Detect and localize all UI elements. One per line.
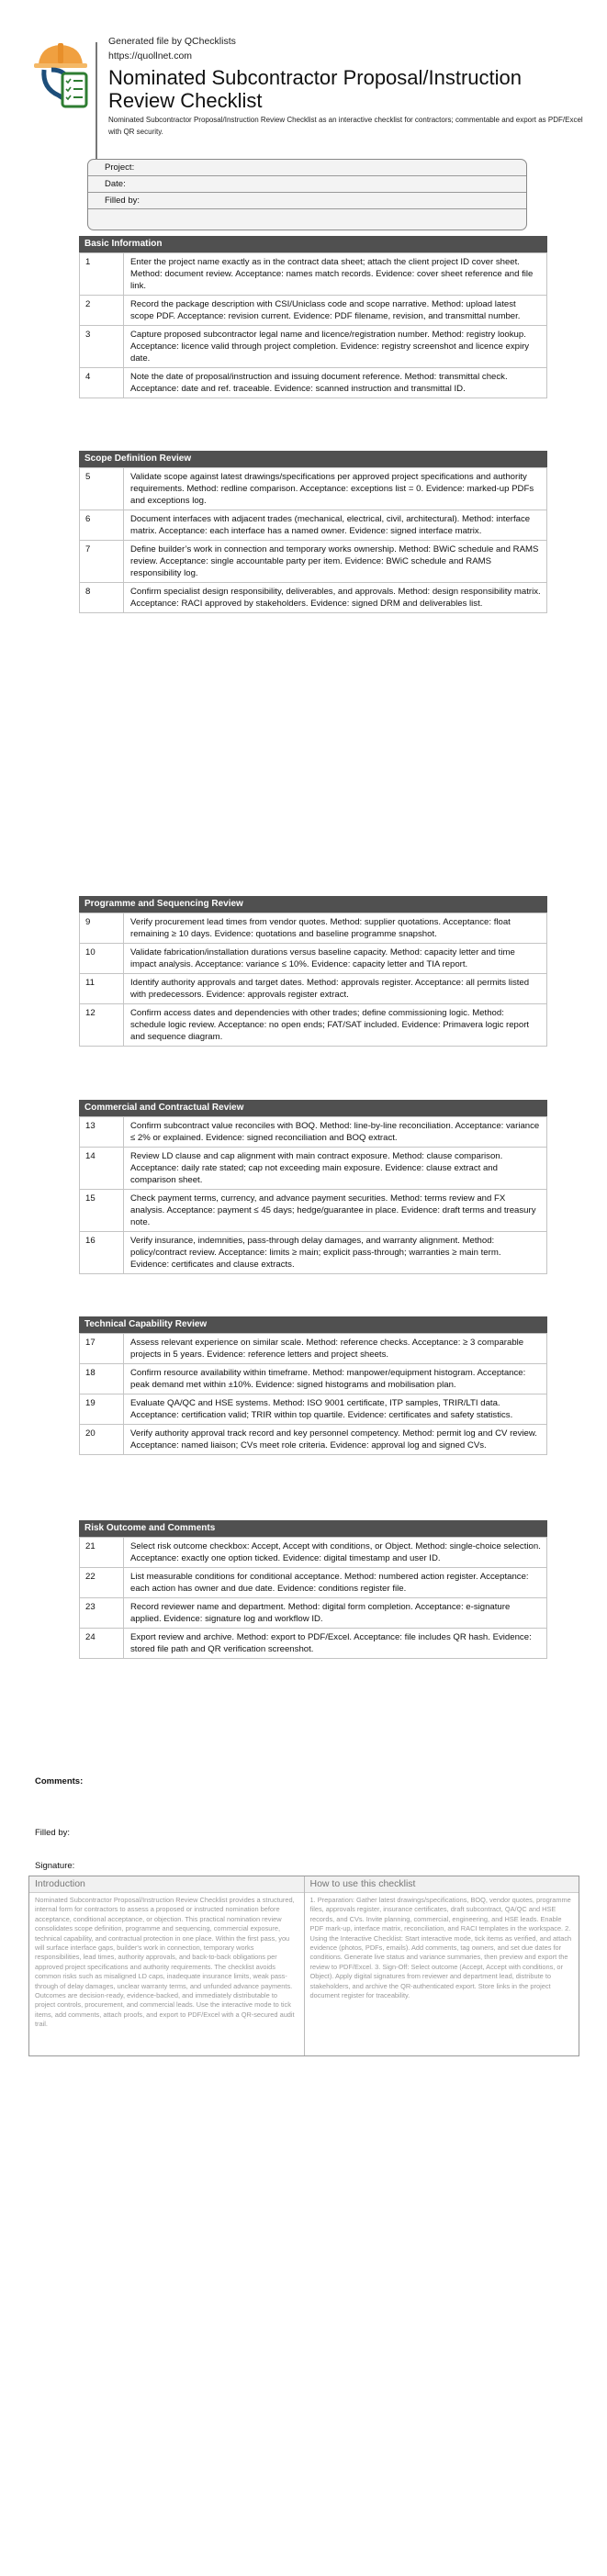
- section-commercial-contractual: [79, 1100, 547, 1274]
- item-text: Verify insurance, indemnities, pass-through delay damages, and warranty alignment. Method: policy/contract review. Acceptance: limits ≥ main; explicit pass-through; warranties ≥ main term. Evidence: certificates and clause extracts.: [124, 1232, 547, 1274]
- item-text: Select risk outcome checkbox: Accept, Accept with conditions, or Object. Method: single-choice selection. Acceptance: exactly one option ticked. Evidence: digital timestamp and user ID.: [124, 1538, 547, 1568]
- table-row[interactable]: [80, 1629, 547, 1659]
- item-text: Capture proposed subcontractor legal name and licence/registration number. Method: registry lookup. Acceptance: licence valid through project completion. Evidence: registry screenshot and licence expiry date.: [124, 326, 547, 368]
- section-programme-sequencing: [79, 896, 547, 1047]
- item-text: Record the package description with CSI/Uniclass code and scope narrative. Method: upload latest scope PDF. Acceptance: revision current. Evidence: PDF filename, revision, and transmittal number.: [124, 296, 547, 326]
- item-text: Enter the project name exactly as in the contract data sheet; attach the client project ID cover sheet. Method: document review. Acceptance: names match records. Evidence: cover sheet reference and file link.: [124, 253, 547, 296]
- table-row[interactable]: [80, 468, 547, 510]
- item-text: List measurable conditions for conditional acceptance. Method: numbered action register. Acceptance: each action has owner and due date. Evidence: conditions register file.: [124, 1568, 547, 1598]
- table-row[interactable]: [80, 583, 547, 613]
- table-row[interactable]: [80, 1598, 547, 1629]
- table-row[interactable]: [80, 1148, 547, 1190]
- item-number: 12: [80, 1004, 124, 1047]
- section-header: Scope Definition Review: [79, 451, 547, 467]
- how-to-heading: How to use this checklist: [305, 1876, 579, 1893]
- section-header: Technical Capability Review: [79, 1316, 547, 1333]
- page-title: Nominated Subcontractor Proposal/Instruction Review Checklist: [108, 66, 523, 112]
- item-number: 16: [80, 1232, 124, 1274]
- section-header: Risk Outcome and Comments: [79, 1520, 547, 1537]
- item-number: 11: [80, 974, 124, 1004]
- date-field[interactable]: Date:: [88, 176, 526, 193]
- item-text: Confirm specialist design responsibility, deliverables, and approvals. Method: design responsibility matrix. Acceptance: RACI approved by stakeholders. Evidence: signed DRM and deliverables list.: [124, 583, 547, 613]
- table-row[interactable]: [80, 1117, 547, 1148]
- document-header: [31, 33, 582, 143]
- item-number: 2: [80, 296, 124, 326]
- table-row[interactable]: [80, 1334, 547, 1364]
- item-text: Note the date of proposal/instruction and issuing document reference. Method: transmittal check. Acceptance: date and ref. traceable. Evidence: scanned instruction and transmittal ID.: [124, 368, 547, 398]
- item-text: Confirm access dates and dependencies with other trades; define commissioning logic. Method: schedule logic review. Acceptance: no open ends; FAT/SAT included. Evidence: Primavera logic report and sequence diagram.: [124, 1004, 547, 1047]
- item-number: 15: [80, 1190, 124, 1232]
- item-number: 17: [80, 1334, 124, 1364]
- source-url-link[interactable]: https://quollnet.com: [108, 50, 193, 62]
- item-number: 9: [80, 913, 124, 944]
- table-row[interactable]: [80, 1190, 547, 1232]
- item-text: Check payment terms, currency, and advance payment securities. Method: terms review and FX analysis. Acceptance: payment ≤ 45 days; hedge/guarantee in place. Evidence: draft terms and treasury note.: [124, 1190, 547, 1232]
- item-number: 7: [80, 541, 124, 583]
- table-row[interactable]: [80, 974, 547, 1004]
- table-row[interactable]: [80, 1394, 547, 1425]
- project-field[interactable]: Project:: [88, 160, 526, 176]
- item-number: 18: [80, 1364, 124, 1394]
- table-row[interactable]: [80, 510, 547, 541]
- item-number: 23: [80, 1598, 124, 1629]
- item-number: 6: [80, 510, 124, 541]
- how-to-text: 1. Preparation: Gather latest drawings/specifications, BOQ, vendor quotes, programme files, approvals register, insurance certificates, draft subcontract, QA/QC and HSE records, and CVs. Invite planning, commercial, engineering, and HSE leads. Enable PDF mark-up, interface matrix, reconciliation, and RACI templates in the workspace. 2. Using the Interactive Checklist: Start interactive mode, tick items as verified, and attach evidence (photos, PDFs, emails). Add comments, tag owners, and set due dates for conditions. Generate live status and variance summaries, then preview and export the review to PDF/Excel. 3. Sign-Off: Select outcome (Accept, Accept with conditions, or Object). Apply digital signatures from reviewer and department lead, distribute to stakeholders, and archive the QR-authenticated export. Store links in the project document register for traceability.: [309, 1896, 572, 2000]
- item-text: Confirm subcontract value reconciles with BOQ. Method: line-by-line reconciliation. Acceptance: variance ≤ 2% or explained. Evidence: signed reconciliation and BOQ extract.: [124, 1117, 547, 1148]
- table-row[interactable]: [80, 253, 547, 296]
- intro-panel: [28, 1876, 579, 2056]
- table-row[interactable]: [80, 913, 547, 944]
- section-header: Basic Information: [79, 236, 547, 252]
- item-text: Validate fabrication/installation durations versus baseline capacity. Method: capacity letter and time impact analysis. Acceptance: variance ≤ 10%. Evidence: capacity letter and TIA report.: [124, 944, 547, 974]
- section-header: Programme and Sequencing Review: [79, 896, 547, 913]
- introduction-heading: Introduction: [29, 1876, 304, 1893]
- page-description: Nominated Subcontractor Proposal/Instruction Review Checklist as an interactive checklist for contractors; commentable and export as PDF/Excel with QR security.: [108, 116, 583, 136]
- item-number: 13: [80, 1117, 124, 1148]
- hardhat-checklist-logo-icon: [31, 42, 92, 108]
- blank-field[interactable]: [88, 209, 526, 225]
- table-row[interactable]: [80, 1004, 547, 1047]
- item-text: Identify authority approvals and target dates. Method: approvals register. Acceptance: all permits listed with predecessors. Evidence: approvals register extract.: [124, 974, 547, 1004]
- section-scope-definition: [79, 451, 547, 613]
- item-text: Verify authority approval track record and key personnel competency. Method: permit log and CV review. Acceptance: named liaison; CVs meet role criteria. Evidence: approval log and signed CVs.: [124, 1425, 547, 1455]
- table-row[interactable]: [80, 1538, 547, 1568]
- introduction-column: [29, 1876, 304, 2055]
- item-text: Export review and archive. Method: export to PDF/Excel. Acceptance: file includes QR hash. Evidence: stored file path and QR verification screenshot.: [124, 1629, 547, 1659]
- item-text: Document interfaces with adjacent trades (mechanical, electrical, civil, architectural). Method: interface matrix. Acceptance: each interface has a named owner. Evidence: signed interface matrix.: [124, 510, 547, 541]
- table-row[interactable]: [80, 944, 547, 974]
- how-to-column: [304, 1876, 579, 2055]
- item-text: Record reviewer name and department. Method: digital form completion. Acceptance: e-signature applied. Evidence: signature log and workflow ID.: [124, 1598, 547, 1629]
- item-text: Review LD clause and cap alignment with main contract exposure. Method: clause comparison. Acceptance: daily rate stated; cap not exceeding main exposure. Evidence: clause extract and comparison sheet.: [124, 1148, 547, 1190]
- item-number: 1: [80, 253, 124, 296]
- item-text: Assess relevant experience on similar scale. Method: reference checks. Acceptance: ≥ 3 comparable projects in 5 years. Evidence: reference letters and project sheets.: [124, 1334, 547, 1364]
- project-info-box: [87, 159, 527, 230]
- item-text: Validate scope against latest drawings/specifications per approved project specifications and authority requirements. Method: redline comparison. Acceptance: exceptions list = 0. Evidence: marked-up PDFs and exceptions log.: [124, 468, 547, 510]
- item-number: 5: [80, 468, 124, 510]
- table-row[interactable]: [80, 296, 547, 326]
- table-row[interactable]: [80, 541, 547, 583]
- item-number: 19: [80, 1394, 124, 1425]
- item-number: 8: [80, 583, 124, 613]
- item-number: 21: [80, 1538, 124, 1568]
- filled-by-label: Filled by:: [35, 1828, 71, 1838]
- table-row[interactable]: [80, 1232, 547, 1274]
- item-number: 10: [80, 944, 124, 974]
- signature-label: Signature:: [35, 1861, 75, 1871]
- section-risk-outcome: [79, 1520, 547, 1659]
- item-text: Define builder’s work in connection and temporary works ownership. Method: BWiC schedule and RAMS review. Acceptance: single accountable party per item. Evidence: BWiC schedule and RAMS responsibility log.: [124, 541, 547, 583]
- filled-by-field[interactable]: Filled by:: [88, 193, 526, 209]
- table-row[interactable]: [80, 1364, 547, 1394]
- item-text: Evaluate QA/QC and HSE systems. Method: ISO 9001 certificate, ITP samples, TRIR/LTI data. Acceptance: certification valid; TRIR within top quartile. Evidence: certificates and safety statistics.: [124, 1394, 547, 1425]
- item-number: 3: [80, 326, 124, 368]
- table-row[interactable]: [80, 1425, 547, 1455]
- section-basic-information: [79, 236, 547, 398]
- item-number: 24: [80, 1629, 124, 1659]
- table-row[interactable]: [80, 1568, 547, 1598]
- item-number: 20: [80, 1425, 124, 1455]
- section-technical-capability: [79, 1316, 547, 1455]
- item-number: 4: [80, 368, 124, 398]
- item-number: 22: [80, 1568, 124, 1598]
- item-text: Verify procurement lead times from vendor quotes. Method: supplier quotations. Acceptance: float remaining ≥ 10 days. Evidence: quotations and baseline programme snapshot.: [124, 913, 547, 944]
- table-row[interactable]: [80, 368, 547, 398]
- comments-label: Comments:: [35, 1776, 84, 1786]
- item-text: Confirm resource availability within timeframe. Method: manpower/equipment histogram. Acceptance: peak demand met within ±10%. Evidence: signed histograms and mobilisation plan.: [124, 1364, 547, 1394]
- item-number: 14: [80, 1148, 124, 1190]
- generated-by-label: Generated file by QChecklists: [108, 36, 236, 47]
- section-header: Commercial and Contractual Review: [79, 1100, 547, 1116]
- introduction-text: Nominated Subcontractor Proposal/Instruction Review Checklist provides a structured, internal form for contractors to assess a proposed or instructed nomination before acceptance, conditional acceptance, or objection. This practical nomination review consolidates scope definition, programme and sequencing, commercial exposure, technical capability, and contractual protection in one place. Within the first pass, you will surface interface gaps, builder's work in connection, temporary works responsibilities, lead times, authority approvals, and back-to-back obligations per approved project specifications and authority requirements. The checklist avoids common risks such as misaligned LD caps, inadequate insurance limits, weak pass-through of delay damages, unclear warranty terms, and unfunded advance payments. Outcomes are decision-ready, evidence-backed, and immediately distributable to project controls, procurement, and commercial leads. Use the interactive mode to tick items, add comments, attach proofs, and export to PDF/Excel with a QR-secured audit trail.: [35, 1896, 295, 2029]
- table-row[interactable]: [80, 326, 547, 368]
